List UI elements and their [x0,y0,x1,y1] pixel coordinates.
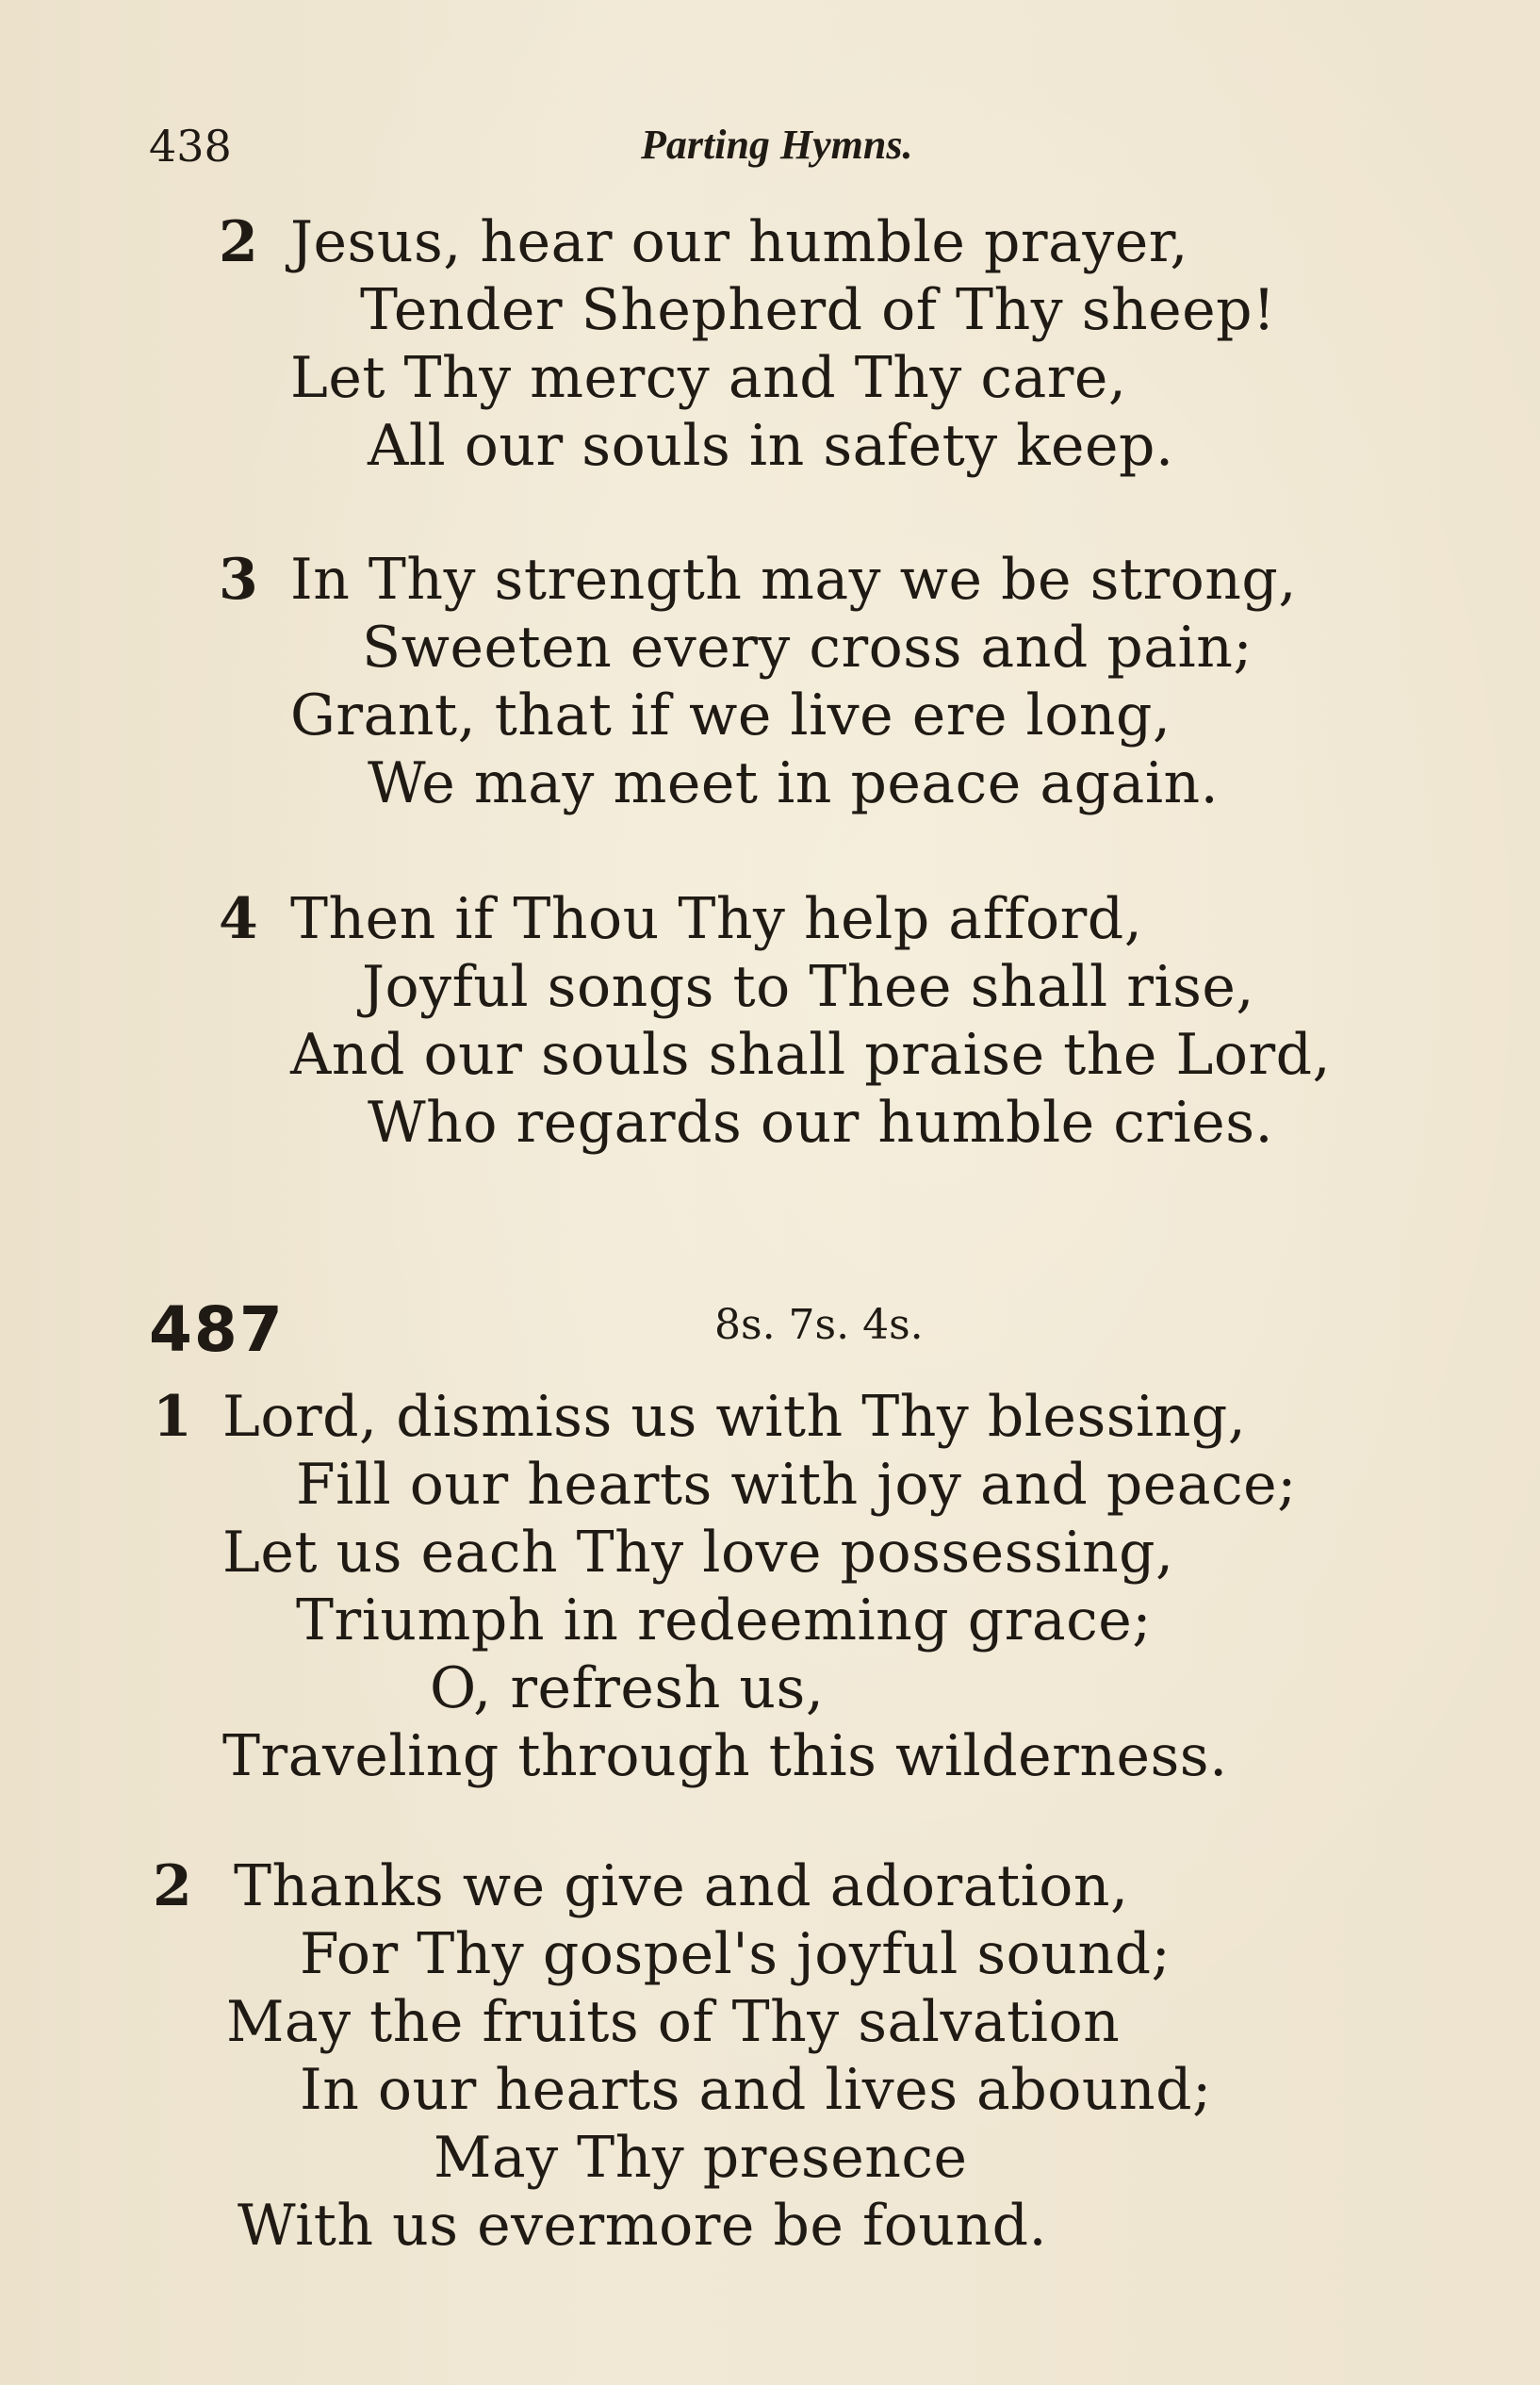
running-title: Parting Hymns. [641,122,913,168]
hymn-meter: 8s. 7s. 4s. [714,1301,924,1349]
verse-number: 3 [219,547,258,613]
verse-line: Then if Thou Thy help afford, [290,886,1143,952]
verse-line: All our souls in safety keep. [368,413,1174,479]
verse-line: Let us each Thy love possessing, [222,1520,1174,1586]
verse-number: 2 [153,1853,192,1919]
hymn-number: 487 [149,1293,285,1366]
verse-number: 2 [219,209,258,275]
verse-line: With us evermore be found. [238,2193,1048,2259]
verse-line: Traveling through this wilderness. [222,1723,1228,1789]
verse-line: Fill our hearts with joy and peace; [296,1452,1297,1518]
verse-line: Who regards our humble cries. [368,1090,1274,1156]
verse-line: Tender Shepherd of Thy sheep! [360,277,1276,343]
verse-line: Thanks we give and adoration, [234,1853,1129,1919]
verse-number: 4 [219,886,258,952]
verse-line: In our hearts and lives abound; [300,2057,1212,2123]
verse-line: In Thy strength may we be strong, [290,547,1297,613]
verse-line: Triumph in redeeming grace; [296,1587,1152,1653]
verse-line: For Thy gospel's joyful sound; [300,1921,1171,1987]
verse-line: We may meet in peace again. [368,750,1220,816]
verse-line: Jesus, hear our humble prayer, [290,209,1188,275]
verse-line: Lord, dismiss us with Thy blessing, [222,1384,1247,1450]
verse-line: May Thy presence [434,2125,968,2191]
verse-line: Sweeten every cross and pain; [362,615,1253,681]
verse-line: And our souls shall praise the Lord, [290,1022,1332,1088]
verse-line: Grant, that if we live ere long, [290,683,1171,748]
verse-line: May the fruits of Thy salvation [226,1989,1121,2055]
verse-number: 1 [153,1384,192,1450]
verse-line: O, refresh us, [430,1655,825,1721]
verse-line: Joyful songs to Thee shall rise, [362,954,1254,1020]
verse-line: Let Thy mercy and Thy care, [290,345,1127,411]
page-number: 438 [149,121,232,172]
